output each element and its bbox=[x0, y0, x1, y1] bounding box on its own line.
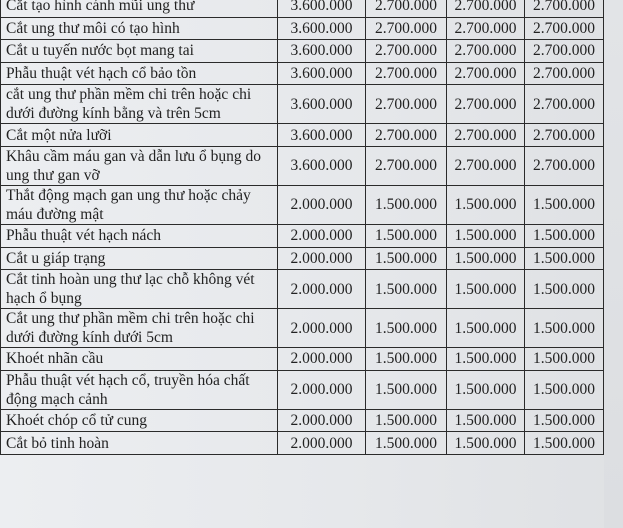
procedure-name-cell: Cắt bỏ tinh hoàn bbox=[1, 432, 278, 455]
price-cell: 1.500.000 bbox=[525, 432, 604, 455]
procedure-name-cell: Cắt ung thư môi có tạo hình bbox=[1, 17, 278, 40]
price-cell: 3.600.000 bbox=[278, 17, 366, 40]
price-cell: 2.700.000 bbox=[366, 0, 447, 17]
table-row bbox=[1, 146, 604, 185]
price-cell: 2.000.000 bbox=[278, 348, 366, 371]
price-cell: 2.700.000 bbox=[366, 146, 447, 185]
price-cell: 1.500.000 bbox=[366, 370, 447, 409]
price-cell: 2.700.000 bbox=[366, 62, 447, 85]
price-cell: 2.000.000 bbox=[278, 185, 366, 224]
price-cell: 2.700.000 bbox=[447, 124, 525, 147]
table-row bbox=[1, 85, 604, 124]
price-cell: 1.500.000 bbox=[525, 370, 604, 409]
price-cell: 2.700.000 bbox=[525, 124, 604, 147]
price-cell: 2.700.000 bbox=[525, 17, 604, 40]
procedure-name-cell: Thắt động mạch gan ung thư hoặc chảy máu đường mật bbox=[1, 185, 278, 224]
price-cell: 2.700.000 bbox=[447, 40, 525, 63]
price-cell: 1.500.000 bbox=[366, 348, 447, 371]
procedure-name-cell: Khoét nhãn cầu bbox=[1, 348, 278, 371]
price-cell: 2.000.000 bbox=[278, 370, 366, 409]
price-cell: 2.000.000 bbox=[278, 247, 366, 270]
table-body bbox=[1, 0, 604, 454]
procedure-name-cell: Cắt u tuyến nước bọt mang tai bbox=[1, 40, 278, 63]
price-cell: 2.700.000 bbox=[447, 62, 525, 85]
price-cell: 1.500.000 bbox=[447, 309, 525, 348]
price-cell: 1.500.000 bbox=[525, 247, 604, 270]
procedure-name-cell: Cắt ung thư phần mềm chi trên hoặc chi dưới đường kính dưới 5cm bbox=[1, 309, 278, 348]
price-cell: 2.000.000 bbox=[278, 224, 366, 247]
price-cell: 1.500.000 bbox=[447, 409, 525, 432]
procedure-name-cell: Phẫu thuật vét hạch nách bbox=[1, 224, 278, 247]
table-row bbox=[1, 348, 604, 371]
table-row bbox=[1, 224, 604, 247]
price-cell: 1.500.000 bbox=[447, 370, 525, 409]
price-cell: 1.500.000 bbox=[366, 224, 447, 247]
table-row bbox=[1, 247, 604, 270]
procedure-name-cell: Khoét chóp cổ tử cung bbox=[1, 409, 278, 432]
price-cell: 1.500.000 bbox=[525, 409, 604, 432]
price-cell: 2.700.000 bbox=[525, 62, 604, 85]
price-cell: 1.500.000 bbox=[525, 224, 604, 247]
table-row bbox=[1, 17, 604, 40]
price-cell: 3.600.000 bbox=[278, 146, 366, 185]
table-row bbox=[1, 409, 604, 432]
price-cell: 1.500.000 bbox=[525, 309, 604, 348]
price-cell: 2.700.000 bbox=[447, 146, 525, 185]
price-cell: 3.600.000 bbox=[278, 85, 366, 124]
table-row bbox=[1, 309, 604, 348]
price-cell: 1.500.000 bbox=[447, 224, 525, 247]
procedure-name-cell: Cắt tinh hoàn ung thư lạc chỗ không vét hạch ổ bụng bbox=[1, 270, 278, 309]
table-row bbox=[1, 432, 604, 455]
price-cell: 1.500.000 bbox=[366, 409, 447, 432]
price-cell: 2.700.000 bbox=[366, 40, 447, 63]
procedure-name-cell: Phẫu thuật vét hạch cổ, truyền hóa chất động mạch cảnh bbox=[1, 370, 278, 409]
price-cell: 3.600.000 bbox=[278, 40, 366, 63]
price-cell: 2.000.000 bbox=[278, 270, 366, 309]
price-cell: 2.700.000 bbox=[366, 17, 447, 40]
table-row bbox=[1, 270, 604, 309]
price-cell: 2.000.000 bbox=[278, 432, 366, 455]
table-row bbox=[1, 124, 604, 147]
price-cell: 2.700.000 bbox=[366, 85, 447, 124]
table-row bbox=[1, 0, 604, 17]
price-cell: 2.700.000 bbox=[447, 17, 525, 40]
price-cell: 1.500.000 bbox=[447, 432, 525, 455]
price-cell: 2.000.000 bbox=[278, 309, 366, 348]
price-cell: 1.500.000 bbox=[366, 432, 447, 455]
price-cell: 2.000.000 bbox=[278, 409, 366, 432]
price-cell: 2.700.000 bbox=[447, 0, 525, 17]
table-row bbox=[1, 370, 604, 409]
procedure-name-cell: Cắt một nửa lưỡi bbox=[1, 124, 278, 147]
page-margin bbox=[604, 0, 623, 528]
procedure-name-cell: Cắt tạo hình cánh mũi ung thư bbox=[1, 0, 278, 17]
price-cell: 1.500.000 bbox=[447, 185, 525, 224]
price-cell: 1.500.000 bbox=[447, 348, 525, 371]
price-cell: 1.500.000 bbox=[525, 185, 604, 224]
price-cell: 1.500.000 bbox=[525, 348, 604, 371]
price-cell: 2.700.000 bbox=[525, 0, 604, 17]
price-cell: 3.600.000 bbox=[278, 124, 366, 147]
procedure-name-cell: Phẫu thuật vét hạch cổ bảo tồn bbox=[1, 62, 278, 85]
price-cell: 1.500.000 bbox=[366, 185, 447, 224]
price-cell: 1.500.000 bbox=[366, 309, 447, 348]
price-cell: 2.700.000 bbox=[447, 85, 525, 124]
table-row bbox=[1, 62, 604, 85]
procedure-name-cell: cắt ung thư phần mềm chi trên hoặc chi dưới đường kính bằng và trên 5cm bbox=[1, 85, 278, 124]
price-cell: 1.500.000 bbox=[447, 247, 525, 270]
price-cell: 1.500.000 bbox=[525, 270, 604, 309]
price-cell: 2.700.000 bbox=[525, 146, 604, 185]
procedure-name-cell: Khâu cầm máu gan và dẫn lưu ổ bụng do ung thư gan vỡ bbox=[1, 146, 278, 185]
price-cell: 1.500.000 bbox=[366, 270, 447, 309]
price-cell: 1.500.000 bbox=[447, 270, 525, 309]
price-cell: 2.700.000 bbox=[525, 85, 604, 124]
price-cell: 3.600.000 bbox=[278, 0, 366, 17]
price-cell: 3.600.000 bbox=[278, 62, 366, 85]
procedure-name-cell: Cắt u giáp trạng bbox=[1, 247, 278, 270]
price-cell: 2.700.000 bbox=[366, 124, 447, 147]
table-row bbox=[1, 40, 604, 63]
price-cell: 2.700.000 bbox=[525, 40, 604, 63]
price-cell: 1.500.000 bbox=[366, 247, 447, 270]
table-row bbox=[1, 185, 604, 224]
